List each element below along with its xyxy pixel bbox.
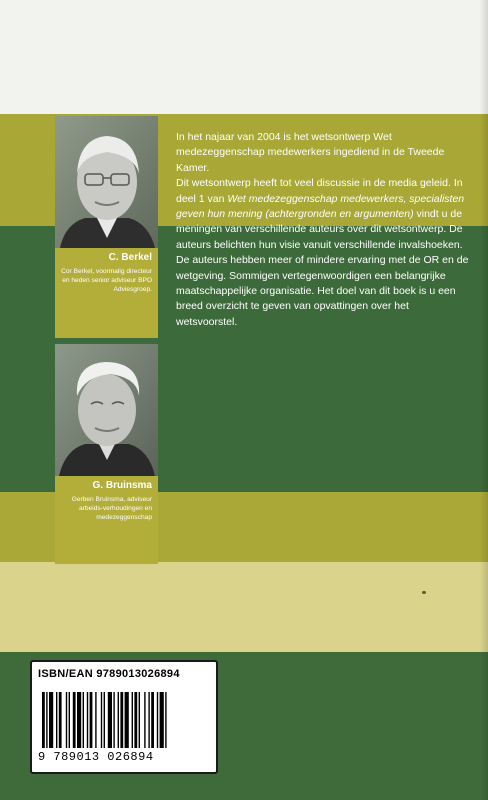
blurb-text-part: Dit wetsontwerp heeft tot veel discussie in de media geleid. In deel 1 van [176,177,463,205]
barcode-bar [108,692,112,748]
barcode-bar [125,692,129,748]
barcode-bar [132,692,133,748]
barcode-label [30,660,218,774]
barcode-bar [134,692,137,748]
barcode-bar [66,692,67,748]
blurb-paragraph-1: In het najaar van 2004 is het wetsontwerp Wet medezeggenschap medewerkers ingediend in de Tweede Kamer. [176,131,445,174]
barcode-bar [95,692,96,748]
barcode-bar [87,692,88,748]
barcode-bar [77,692,81,748]
barcode-bar [151,692,154,748]
barcode-bar [73,692,76,748]
author-name: G. Bruinsma [92,480,152,491]
barcode-bar [144,692,145,748]
barcode-digits: 9 789013 026894 [38,750,154,764]
blurb-text [176,130,472,330]
blurb-text-part: vindt u de meningen van verschillende auteurs over dit wetsontwerp. De auteurs belichten hun visie vanuit verschillende invalshoeken. De auteurs hebben meer of mindere ervaring met de OR en de wetgeving. Sommigen vertegenwoordigen een belangrijke maatschappelijke organisatie. Het doel van dit boek is u een breed overzicht te geven van opvattingen over het wetsvoorstel. [176,208,469,328]
author-caption-berkel [55,248,158,338]
barcode-bar [59,692,62,748]
barcode-bar [104,692,105,748]
barcode-bar [118,692,119,748]
barcode-bar [148,692,149,748]
barcode-bar [69,692,70,748]
barcode-bar [157,692,158,748]
author-name: C. Berkel [108,252,152,263]
print-speck [422,591,426,594]
author-bio: Gerben Bruinsma, adviseur arbeids-verhoudingen en medezeggenschap [71,496,152,521]
blurb-paragraph-2 [176,176,472,330]
barcode-bar [49,692,53,748]
barcode-bar [90,692,93,748]
author-photo-berkel [55,116,158,248]
top-band [0,0,488,114]
barcode-bar [160,692,164,748]
yellow-band [0,562,488,652]
author-caption-bruinsma [55,476,158,564]
barcode-bars [42,692,206,748]
barcode-bar [56,692,57,748]
barcode-bar [120,692,123,748]
barcode-bar [42,692,45,748]
isbn-text: ISBN/EAN 9789013026894 [38,668,180,680]
book-title-italic: Wet medezeggenschap medewerkers, specialisten geven hun mening (achtergronden en argumenten) [176,192,465,221]
author-photo-bruinsma [55,344,158,476]
barcode-bar [139,692,140,748]
spine-shadow [480,0,488,800]
barcode-bar [101,692,102,748]
barcode-bar [46,692,47,748]
barcode-bar [113,692,114,748]
barcode-bar [165,692,166,748]
barcode-bar [83,692,84,748]
author-bio: Cor Berkel, voormalig directeur en heden senior adviseur BPO Adviesgroep. [61,268,152,293]
